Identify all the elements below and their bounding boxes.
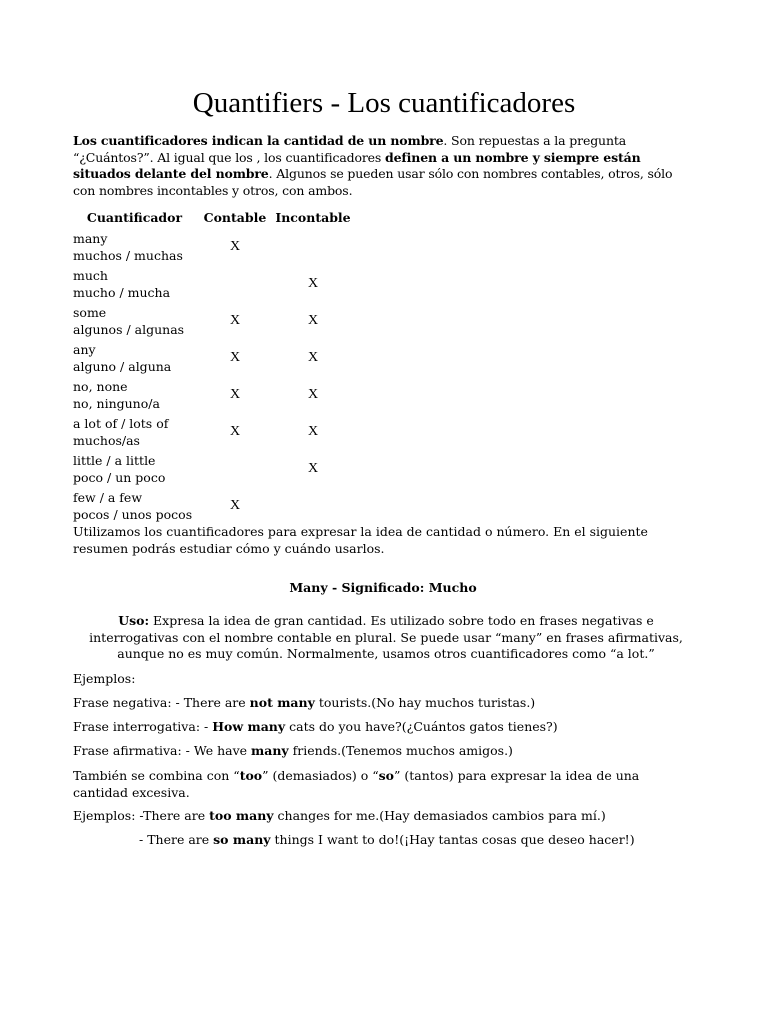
table-row bbox=[73, 229, 352, 266]
quantifier-es: muchos/as bbox=[73, 432, 140, 448]
negative-example bbox=[73, 695, 693, 712]
summary-paragraph: Utilizamos los cuantificadores para expresar la idea de cantidad o número. En el siguiente resumen podrás estudiar cómo y cuándo usarlos. bbox=[73, 524, 648, 556]
many-heading bbox=[73, 580, 693, 597]
quantifier-cell bbox=[73, 414, 196, 451]
incontable-mark bbox=[274, 488, 352, 525]
affirmative-example bbox=[73, 743, 693, 760]
table-row bbox=[73, 303, 352, 340]
incontable-mark bbox=[274, 229, 352, 266]
quantifier-en: many bbox=[73, 231, 108, 246]
uso-text: Expresa la idea de gran cantidad. Es utilizado sobre todo en frases negativas e interrogativas con el nombre contable en plural. Se puede usar “many” en frases afirmativas, aunque no es muy común. Normalmente, usamos otros cuantificadores como “a lot.” bbox=[89, 613, 683, 661]
uso-paragraph bbox=[78, 613, 694, 663]
intro-bold-1: Los cuantificadores indican la cantidad de un nombre bbox=[73, 133, 444, 148]
incontable-mark: X bbox=[307, 387, 319, 403]
quantifier-es: mucho / mucha bbox=[73, 284, 171, 300]
quantifier-cell bbox=[73, 377, 196, 414]
incontable-mark: X bbox=[307, 424, 319, 440]
ejemplos-label: Ejemplos: bbox=[73, 671, 136, 686]
quantifier-cell bbox=[73, 229, 196, 266]
quantifier-es: alguno / alguna bbox=[73, 358, 172, 374]
contable-mark: X bbox=[229, 350, 241, 366]
quantifier-es: no, ninguno/a bbox=[73, 395, 160, 411]
contable-mark bbox=[196, 451, 274, 488]
header-cuantificador: Cuantificador bbox=[86, 209, 183, 225]
quantifier-es: pocos / unos pocos bbox=[73, 506, 193, 522]
quantifier-en: a lot of / lots of bbox=[73, 416, 169, 431]
page-title: Quantifiers - Los cuantificadores bbox=[192, 87, 576, 119]
text: Frase afirmativa: - We have bbox=[73, 743, 252, 758]
contable-mark: X bbox=[229, 498, 241, 514]
quantifier-en: few / a few bbox=[73, 490, 143, 505]
quantifier-cell bbox=[73, 340, 196, 377]
interrogative-example bbox=[73, 719, 693, 736]
emphasis: so bbox=[378, 768, 395, 783]
contable-mark: X bbox=[229, 387, 241, 403]
incontable-mark: X bbox=[307, 461, 319, 477]
uso-label: Uso: bbox=[118, 613, 150, 628]
example-too-many bbox=[73, 808, 693, 825]
text: things I want to do!(¡Hay tantas cosas que deseo hacer!) bbox=[270, 832, 635, 847]
quantifier-es: muchos / muchas bbox=[73, 247, 183, 263]
quantifier-en: little / a little bbox=[73, 453, 156, 468]
table-row bbox=[73, 414, 352, 451]
emphasis: many bbox=[251, 743, 289, 758]
contable-mark: X bbox=[229, 424, 241, 440]
text: cats do you have?(¿Cuántos gatos tienes?) bbox=[285, 719, 558, 734]
incontable-mark: X bbox=[307, 276, 319, 292]
table-row bbox=[73, 340, 352, 377]
emphasis: too many bbox=[209, 808, 274, 823]
text: ” (demasiados) o “ bbox=[262, 768, 379, 783]
text: tourists.(No hay muchos turistas.) bbox=[314, 695, 536, 710]
many-heading-text: Many - Significado: Mucho bbox=[289, 580, 477, 595]
quantifier-en: no, none bbox=[73, 379, 128, 394]
example-so-many bbox=[139, 832, 699, 849]
text: friends.(Tenemos muchos amigos.) bbox=[288, 743, 513, 758]
header-contable: Contable bbox=[203, 209, 267, 225]
quantifier-cell bbox=[73, 451, 196, 488]
text: Frase negativa: - There are bbox=[73, 695, 250, 710]
contable-mark: X bbox=[229, 313, 241, 329]
text: changes for me.(Hay demasiados cambios para mí.) bbox=[273, 808, 606, 823]
text: Frase interrogativa: - bbox=[73, 719, 213, 734]
table-row bbox=[73, 377, 352, 414]
quantifier-en: some bbox=[73, 305, 107, 320]
text: ” (tantos) para expresar la idea de una cantidad excesiva. bbox=[73, 768, 640, 800]
intro-text-1: . Son repuestas a la pregunta “¿Cuántos?”. Al igual que los , los cuantificadores bbox=[73, 133, 627, 165]
table-row bbox=[73, 266, 352, 303]
text: - There are bbox=[139, 832, 214, 847]
quantifier-es: poco / un poco bbox=[73, 469, 166, 485]
quantifier-table bbox=[73, 207, 352, 525]
emphasis: so many bbox=[213, 832, 271, 847]
intro-bold-2: definen a un nombre y siempre están situados delante del nombre bbox=[73, 149, 641, 181]
text: También se combina con “ bbox=[73, 768, 240, 783]
quantifier-es: algunos / algunas bbox=[73, 321, 185, 337]
quantifier-cell bbox=[73, 303, 196, 340]
quantifier-en: much bbox=[73, 268, 108, 283]
contable-mark bbox=[196, 266, 274, 303]
table-row bbox=[73, 451, 352, 488]
table-header-row bbox=[73, 207, 352, 229]
header-incontable: Incontable bbox=[275, 209, 351, 225]
quantifier-en: any bbox=[73, 342, 96, 357]
emphasis: How many bbox=[212, 719, 286, 734]
incontable-mark: X bbox=[307, 350, 319, 366]
emphasis: not many bbox=[249, 695, 315, 710]
table-row bbox=[73, 488, 352, 525]
intro-paragraph bbox=[73, 133, 693, 199]
contable-mark: X bbox=[229, 239, 241, 255]
quantifier-cell bbox=[73, 266, 196, 303]
text: Ejemplos: -There are bbox=[73, 808, 210, 823]
incontable-mark: X bbox=[307, 313, 319, 329]
quantifier-cell bbox=[73, 488, 196, 525]
intro-text-2: . Algunos se pueden usar sólo con nombres contables, otros, sólo con nombres incontables y otros, con ambos. bbox=[73, 166, 673, 198]
emphasis: too bbox=[239, 768, 263, 783]
combination-paragraph bbox=[73, 768, 693, 801]
